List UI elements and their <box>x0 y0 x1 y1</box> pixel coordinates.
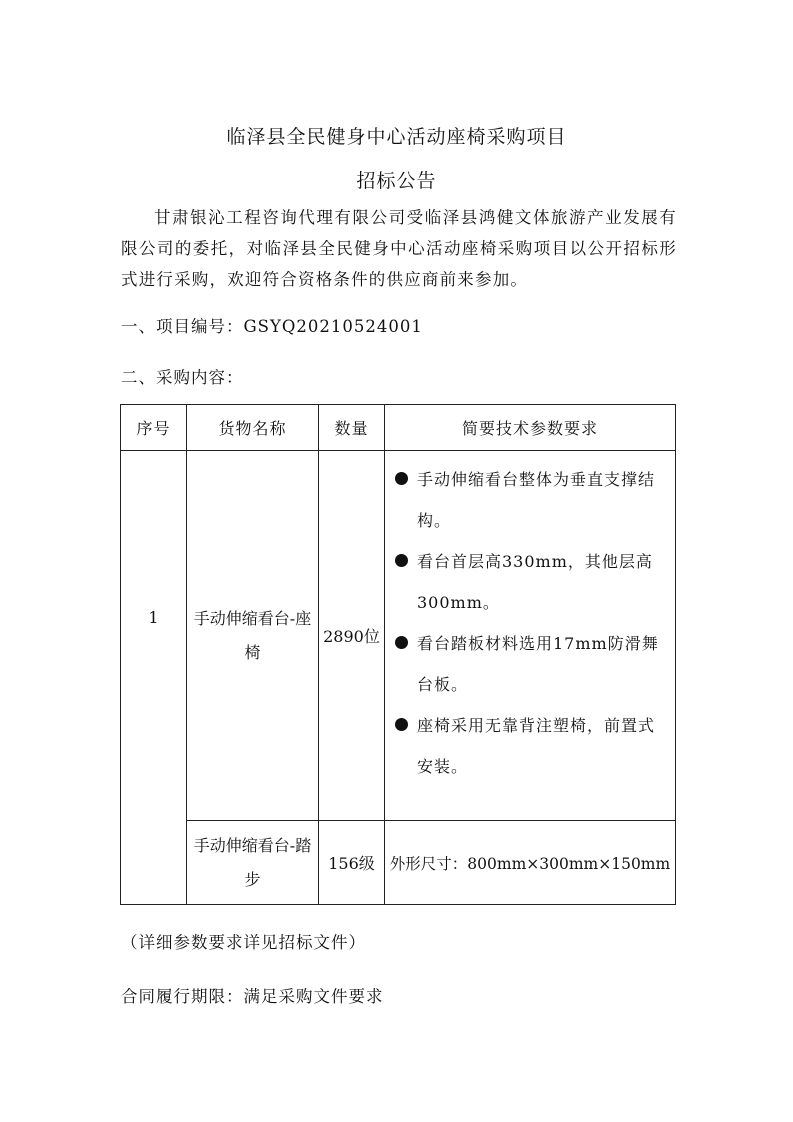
intro-paragraph: 甘肃银沁工程咨询代理有限公司受临泽县鸿健文体旅游产业发展有限公司的委托，对临泽县全民健身中心活动座椅采购项目以公开招标形式进行采购，欢迎符合资格条件的供应商前来参加。 <box>121 208 677 289</box>
document-subtitle: 招标公告 <box>356 170 437 192</box>
details-note: （详细参数要求详见招标文件） <box>121 933 366 952</box>
table-row <box>121 451 676 821</box>
goods-name: 手动伸缩看台-座椅 <box>193 608 312 662</box>
table-header-row <box>121 405 676 451</box>
procurement-table <box>120 404 676 905</box>
table-row <box>121 821 676 905</box>
row-index: 1 <box>121 451 187 905</box>
procurement-content-heading: 二、采购内容： <box>121 368 244 387</box>
contract-period: 合同履行期限：满足采购文件要求 <box>121 987 384 1006</box>
requirements-list <box>385 451 675 817</box>
bullet-icon <box>395 718 408 731</box>
quantity: 2890位 <box>319 451 385 821</box>
header-goods-name: 货物名称 <box>187 405 319 451</box>
document-title: 临泽县全民健身中心活动座椅采购项目 <box>226 126 567 148</box>
header-index: 序号 <box>121 405 187 451</box>
bullet-icon <box>395 554 408 567</box>
bullet-icon <box>395 472 408 485</box>
list-item: 座椅采用无靠背注塑椅，前置式安装。 <box>389 705 671 787</box>
goods-name: 手动伸缩看台-踏步 <box>193 835 312 889</box>
bullet-icon <box>395 636 408 649</box>
quantity: 156级 <box>319 821 385 905</box>
requirements-text: 外形尺寸：800mm×300mm×150mm <box>385 821 676 905</box>
header-quantity: 数量 <box>319 405 385 451</box>
list-item: 看台首层高330mm，其他层高300mm。 <box>389 541 671 623</box>
project-number: 一、项目编号：GSYQ20210524001 <box>121 317 423 336</box>
list-item: 手动伸缩看台整体为垂直支撑结构。 <box>389 459 671 541</box>
header-requirements: 简要技术参数要求 <box>385 405 676 451</box>
list-item: 看台踏板材料选用17mm防滑舞台板。 <box>389 623 671 705</box>
